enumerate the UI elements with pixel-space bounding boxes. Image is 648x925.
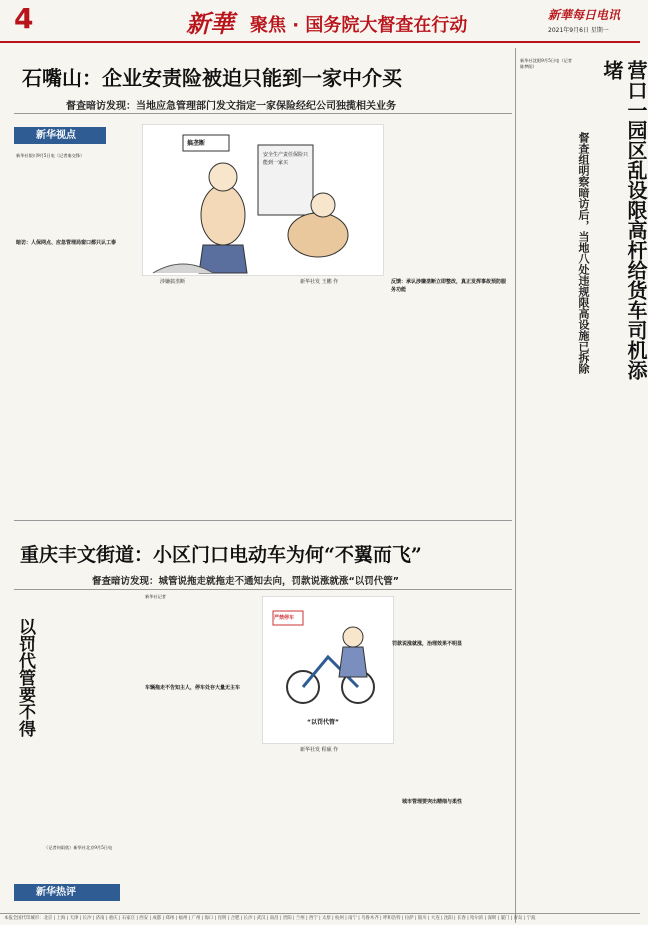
story3-dateline: 新华社记者	[145, 594, 166, 599]
cartoon-sign: 严禁停车	[274, 615, 295, 621]
column-divider	[515, 48, 516, 923]
story2-headline: 营口一园区乱设限高杆给货车司机添堵	[600, 60, 648, 380]
commentary-body	[44, 592, 136, 842]
story1-body	[16, 160, 136, 235]
commentary-note: （记者何雨欣）新华社北京9月5日电	[44, 845, 113, 850]
paper-name: 新華每日电讯	[548, 8, 621, 22]
masthead	[0, 0, 640, 44]
story2-dateline: 新华社沈阳9月5日电（记者陈梦阳）	[520, 58, 572, 70]
cartoon-credit: 新华社发 王鹏 作	[300, 279, 339, 285]
divider	[14, 589, 512, 590]
story3-subtitle: 城市管理要突出精细与柔性	[402, 799, 463, 805]
cartoon-caption: 涉嫌搞垄断	[160, 279, 186, 285]
page-number: 4	[14, 2, 34, 35]
cartoon-caption: “以罚代管”	[307, 719, 339, 726]
story3-subhead: 督查暗访发现：城管说拖走就拖走不通知去向，罚款说涨就涨“以罚代管”	[92, 576, 399, 587]
story3-body	[392, 594, 510, 634]
cartoon-doc-text: 安全生产责任保险只能到一家买	[263, 152, 309, 166]
story3-body	[145, 602, 257, 680]
cartoon-illustration	[262, 596, 394, 744]
story2-subhead: 督查组明察暗访后，当地八处违规限高设施已拆除	[577, 132, 590, 374]
cartoon-svg	[143, 125, 383, 275]
story3-body	[145, 703, 257, 918]
column-tag-commentary: 新华热评	[14, 884, 120, 901]
story1-subtitle: 反馈：承认涉嫌垄断立即整改，真正发挥事故预防服务功能	[391, 279, 507, 293]
masthead-rule	[0, 41, 640, 43]
footer-print-cities: 本报全国代印城市：北京 | 上海 | 天津 | 长沙 | 济南 | 重庆 | 石家庄 | 西安 | 成都 | 郑州 | 福州 | 广州 | 海口 | 昆明 | 合肥 | 长沙 | 武汉 | 南昌 | 贵阳 | 兰州 | 西宁 | 太原 | 杭州 | 南宁 | 乌鲁木齐 | 呼和浩特 | 拉萨 | 银川 | 大连 | 沈阳 | 长春 | 哈尔滨 | 深圳 | 厦门 | 青岛 | 宁波	[4, 916, 536, 921]
cartoon-credit: 新华社发 程硕 作	[300, 747, 339, 753]
story3-body	[392, 652, 510, 792]
story3-subtitle: 车辆拖走不告知主人，停车处存大量无主车	[145, 685, 241, 691]
brand-logo: 新華	[186, 9, 234, 38]
story2-body	[520, 442, 632, 917]
story3-subtitle: 罚款说涨就涨，治理效果不明显	[392, 641, 463, 647]
story1-subhead: 督查暗访发现：当地应急管理部门发文指定一家保险经纪公司独揽相关业务	[66, 101, 396, 112]
story1-dateline: 新华社银川9月5日电（记者秦交锋）	[16, 153, 85, 158]
column-tag-viewpoint: 新华视点	[14, 127, 106, 144]
footer-rule	[0, 913, 640, 914]
issue-date: 2021年9月6日 星期一	[548, 27, 609, 34]
story1-body	[391, 297, 509, 555]
section-title: 聚焦 · 国务院大督查在行动	[250, 15, 468, 36]
story1-body	[263, 290, 383, 555]
story2-body	[520, 80, 572, 440]
commentary-title: 以罚代管要不得	[15, 618, 35, 737]
story1-body	[145, 290, 257, 555]
cartoon-illustration	[142, 124, 384, 276]
story1-headline: 石嘴山：企业安责险被迫只能到一家中介买	[22, 66, 402, 90]
cartoon-sign: 搞垄断	[187, 140, 206, 147]
divider	[14, 520, 512, 521]
divider	[14, 113, 512, 114]
story3-body	[392, 810, 510, 918]
story3-body	[263, 756, 383, 918]
story1-body	[391, 120, 509, 275]
story3-headline: 重庆丰文街道：小区门口电动车为何“不翼而飞”	[20, 544, 422, 566]
story1-subtitle: 暗访：人保网点、应急管理局窗口都只认工泰	[16, 240, 117, 246]
